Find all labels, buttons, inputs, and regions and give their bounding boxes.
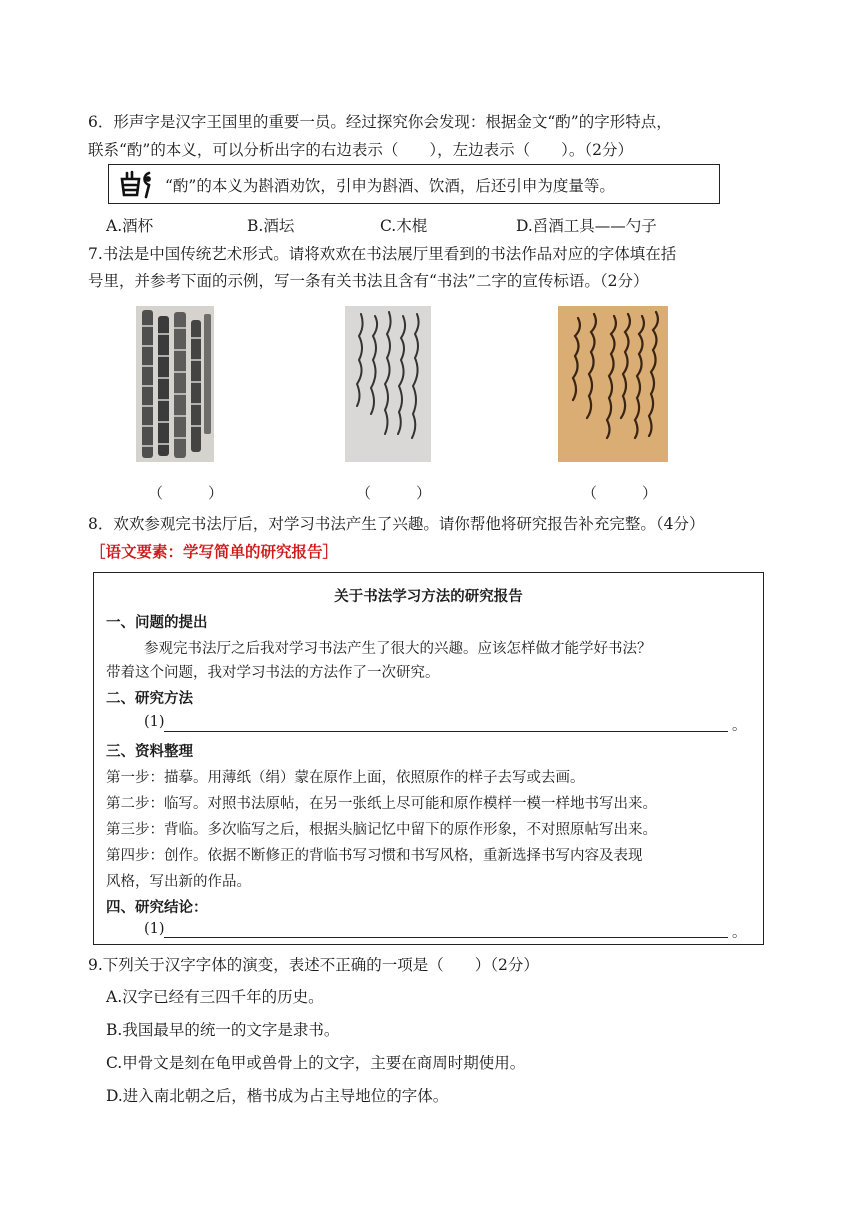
q6-line-1: 6．形声字是汉字王国里的重要一员。经过探究你会发现：根据金文“酌”的字形特点， [88,113,672,131]
q6-option-b: B.酒坛 [247,217,295,235]
report-heading-4: 四、研究结论： [106,900,208,916]
report-heading-2: 二、研究方法 [106,691,193,707]
q6-options [106,216,657,236]
report-method-label: (1) [144,714,165,730]
q8-line-1: 8．欢欢参观完书法厅后，对学习书法产生了兴趣。请你帮他将研究报告补充完整。（4分） [88,515,705,533]
q6-definition-box [108,164,720,204]
report-conclusion-period: 。 [732,925,747,941]
q6-option-d: D.舀酒工具——勺子 [516,217,657,235]
calligraphy-image-2 [345,306,431,462]
q6-line-2: 联系“酌”的本义，可以分析出字的右边表示（ ），左边表示（ ）。（2分） [88,141,633,159]
report-heading-3: 三、资料整理 [106,744,193,760]
report-heading-1: 一、问题的提出 [106,615,208,631]
report-method-period: 。 [732,718,747,734]
research-report-box [93,572,764,945]
q7-answer-blank-1[interactable]: （ ） [148,484,224,502]
q6-option-a: A.酒杯 [106,217,154,235]
q9-stem: 9.下列关于汉字字体的演变，表述不正确的一项是（ ）（2分） [88,956,539,974]
report-conclusion-label: (1) [144,921,165,937]
report-step-1: 第一步：描摹。用薄纸（绢）蒙在原作上面，依照原作的样子去写或去画。 [106,770,585,786]
q7-answer-blank-2[interactable]: （ ） [356,484,432,502]
report-method-blank[interactable] [164,731,728,732]
calligraphy-image-3 [558,306,668,462]
bronze-script-zhuo-icon [119,169,155,199]
q9-option-b: B.我国最早的统一的文字是隶书。 [106,1021,340,1039]
q9-option-c: C.甲骨文是刻在龟甲或兽骨上的文字，主要在商周时期使用。 [106,1054,526,1072]
q9-option-d: D.进入南北朝之后，楷书成为占主导地位的字体。 [106,1087,449,1105]
q7-line-2: 号里，并参考下面的示例，写一条有关书法且含有“书法”二字的宣传标语。（2分） [88,272,649,290]
q9-option-a: A.汉字已经有三四千年的历史。 [106,988,324,1006]
q8-element-tag: ［语文要素：学写简单的研究报告］ [90,543,339,561]
q6-option-c: C.木棍 [380,217,428,235]
report-para-1b: 带着这个问题，我对学习书法的方法作了一次研究。 [106,665,440,681]
report-step-4b: 风格，写出新的作品。 [106,874,251,890]
q7-line-1: 7.书法是中国传统艺术形式。请将欢欢在书法展厅里看到的书法作品对应的字体填在括 [88,245,677,263]
report-step-4a: 第四步：创作。依据不断修正的背临书写习惯和书写风格，重新选择书写内容及表现 [106,848,643,864]
calligraphy-image-1 [136,306,214,462]
report-conclusion-blank[interactable] [164,937,728,938]
q7-answer-blank-3[interactable]: （ ） [582,484,658,502]
report-para-1a: 参观完书法厅之后我对学习书法产生了很大的兴趣。应该怎样做才能学好书法？ [144,641,652,657]
report-step-3: 第三步：背临。多次临写之后，根据头脑记忆中留下的原作形象，不对照原帖写出来。 [106,822,657,838]
q6-definition-text: “酌”的本义为斟酒劝饮，引申为斟酒、饮酒，后还引申为度量等。 [165,177,615,195]
report-title: 关于书法学习方法的研究报告 [334,589,523,605]
report-step-2: 第二步：临写。对照书法原帖，在另一张纸上尽可能和原作模样一模一样地书写出来。 [106,796,657,812]
